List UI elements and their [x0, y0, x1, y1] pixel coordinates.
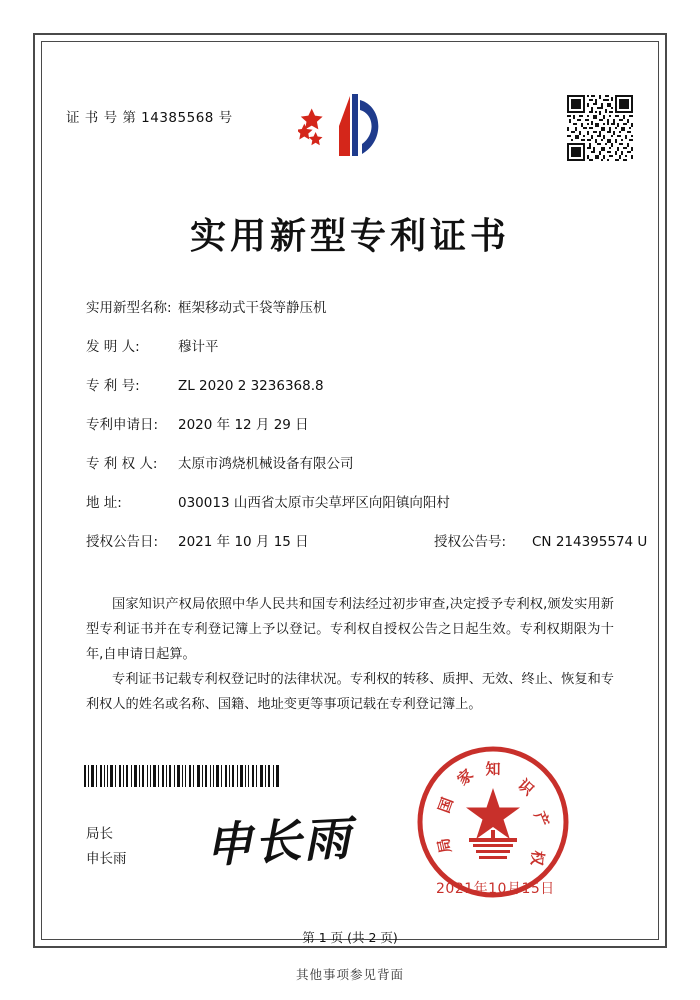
- svg-text:国: 国: [434, 795, 457, 816]
- svg-text:局: 局: [434, 836, 455, 855]
- field-value-inventor: 穆计平: [178, 339, 219, 355]
- field-label-announcement-number: 授权公告号:: [434, 534, 507, 550]
- certificate-number: 证 书 号 第 14385568 号: [66, 110, 233, 126]
- field-row-application-date: [86, 413, 616, 452]
- field-label-inventor: 发 明 人:: [86, 339, 140, 355]
- field-row-address: [86, 491, 616, 530]
- svg-text:权: 权: [527, 849, 547, 867]
- page-number: 第 1 页 (共 2 页): [302, 930, 398, 945]
- field-label-application-date: 专利申请日:: [86, 417, 159, 433]
- director-title-label: 局长: [86, 826, 113, 842]
- field-row-patent-number: [86, 374, 616, 413]
- svg-text:家: 家: [453, 765, 477, 789]
- svg-text:知: 知: [485, 760, 501, 778]
- field-row-name: [86, 296, 616, 335]
- field-row-announcement: [86, 530, 648, 569]
- field-row-patentee: [86, 452, 616, 491]
- field-list: [86, 296, 648, 569]
- field-value-patentee: 太原市鸿烧机械设备有限公司: [178, 456, 354, 472]
- field-value-address: 030013 山西省太原市尖草坪区向阳镇向阳村: [178, 495, 450, 511]
- seal-date: 2021年10月15日: [436, 881, 555, 897]
- handwritten-signature: 申长雨: [203, 811, 354, 874]
- director-name-label: 申长雨: [86, 851, 127, 867]
- field-value-announcement-number: CN 214395574 U: [532, 534, 648, 550]
- legal-text: [86, 592, 614, 717]
- field-value-name: 框架移动式干袋等静压机: [178, 300, 327, 316]
- legal-paragraph-1: 国家知识产权局依照中华人民共和国专利法经过初步审查,决定授予专利权,颁发实用新型专利证书并在专利登记簿上予以登记。专利权自授权公告之日起生效。专利权期限为十年,自申请日起算。: [86, 597, 614, 662]
- field-label-address: 地 址:: [86, 495, 122, 511]
- legal-paragraph-2: 专利证书记载专利权登记时的法律状况。专利权的转移、质押、无效、终止、恢复和专利权人的姓名或名称、国籍、地址变更等事项记载在专利登记簿上。: [86, 672, 614, 712]
- svg-text:识: 识: [514, 775, 538, 800]
- svg-text:产: 产: [530, 808, 553, 830]
- field-label-patentee: 专 利 权 人:: [86, 456, 158, 472]
- qr-code-icon: [567, 95, 633, 161]
- field-value-application-date: 2020 年 12 月 29 日: [178, 417, 309, 433]
- barcode-icon: [84, 765, 280, 787]
- field-value-announcement-date: 2021 年 10 月 15 日: [178, 534, 309, 550]
- field-row-inventor: [86, 335, 616, 374]
- cnipa-logo-icon: [298, 88, 402, 162]
- announcement-number-group: [434, 530, 647, 550]
- field-label-name: 实用新型名称:: [86, 300, 172, 316]
- field-value-patent-number: ZL 2020 2 3236368.8: [178, 378, 324, 394]
- field-label-patent-number: 专 利 号:: [86, 378, 140, 394]
- footer-note: 其他事项参见背面: [295, 967, 404, 982]
- page-title: 实用新型专利证书: [189, 216, 510, 257]
- field-label-announcement-date: 授权公告日:: [86, 534, 159, 550]
- signature-labels: [86, 822, 127, 872]
